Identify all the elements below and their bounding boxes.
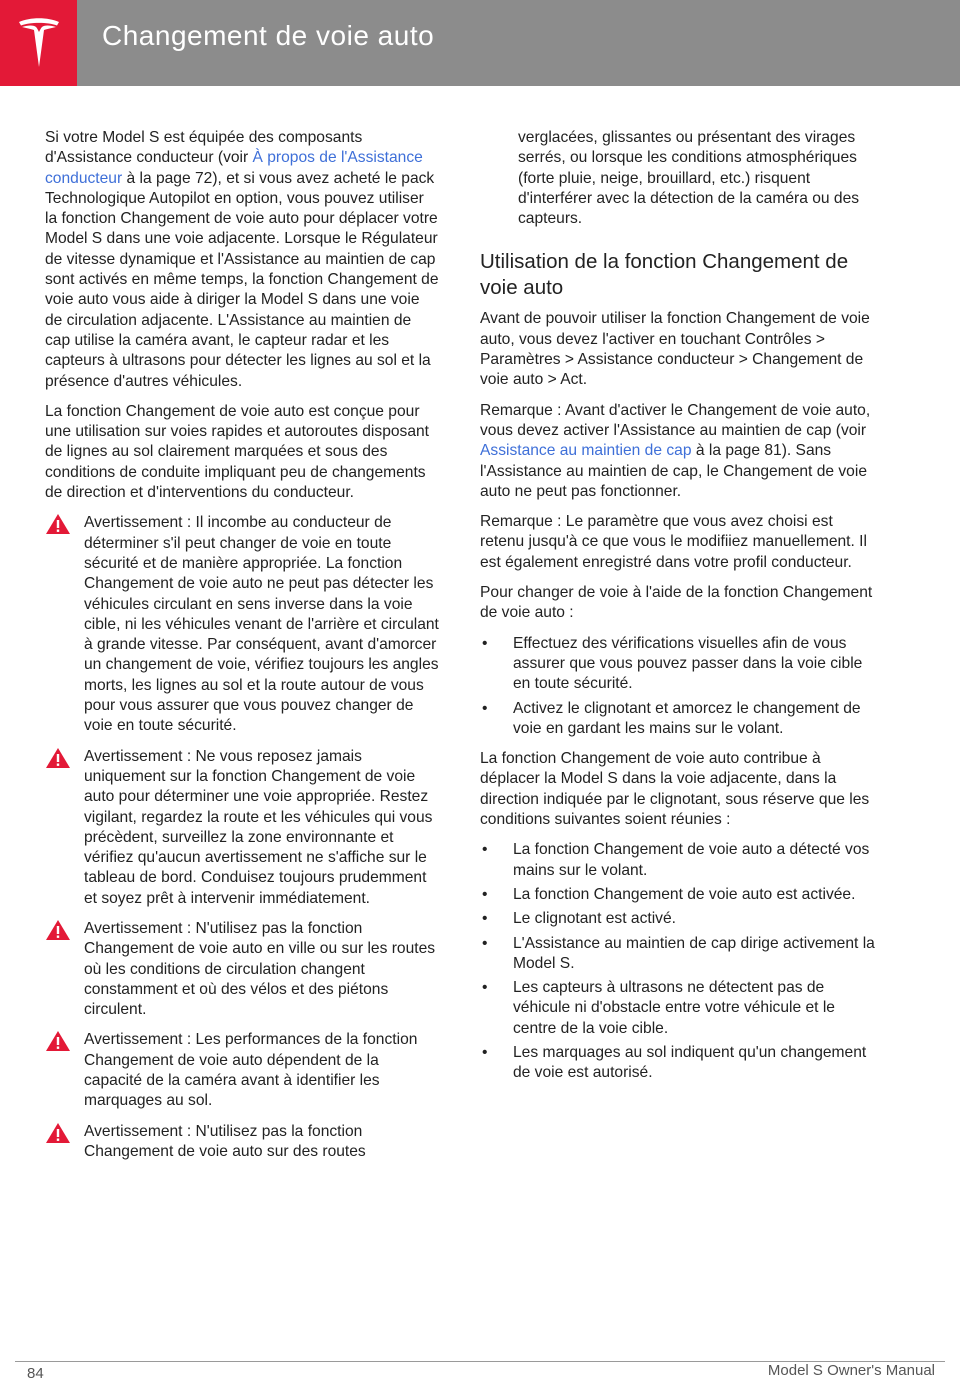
warning-icon (45, 919, 71, 941)
list-item (480, 634, 875, 695)
conditions-list (480, 840, 875, 1083)
link-about-driver-assistance[interactable]: À propos de l'Assistance conducteur (45, 149, 423, 187)
list-item-text: L'Assistance au maintien de cap dirige activement la Model S. (513, 934, 875, 972)
warning-block-3 (45, 919, 440, 1020)
page-title: Changement de voie auto (102, 20, 435, 51)
tesla-logo (0, 0, 77, 86)
warning-icon (45, 1030, 71, 1052)
list-item (480, 978, 875, 1039)
list-item-text: La fonction Changement de voie auto a détecté vos mains sur le volant. (513, 841, 870, 879)
note1-text-end: à la page 81). Sans l'Assistance au maintien de cap, le Changement de voie auto ne peut pas fonctionner. (480, 442, 867, 500)
warning-block-2 (45, 747, 440, 909)
warning-text: Avertissement : Ne vous reposez jamais uniquement sur la fonction Changement de voie auto pour déterminer une voie appropriée. Restez vigilant, regardez la route et les véhicules qui vous précèdent, surveillez la zone environnante et vérifiez qu'aucun avertissement ne s'affiche sur le tableau de bord. Conduisez toujours prudemment et soyez prêt à intervenir immédiatement. (84, 747, 433, 907)
warning-text: Avertissement : Il incombe au conducteur de déterminer s'il peut changer de voie en toute sécurité et de manière appropriée. La fonction Changement de voie auto ne peut pas détecter les véhicules circulant en sens inverse dans la voie cible, ni les véhicules venant de l'arrière et circulant à grande vitesse. Par conséquent, avant d'amorcer un changement de voie, vérifiez toujours les angles morts, les lignes au sol et la route autour de vous pour vous assurer que vous pouvez changer de voie en toute sécurité. (84, 514, 439, 735)
note-paragraph-2: Remarque : Le paramètre que vous avez choisi est retenu jusqu'à ce que vous le modifiiez manuellement. Il est également enregistré dans votre profil conducteur. (480, 513, 867, 571)
warning-block-1 (45, 513, 440, 736)
bullet-icon: • (482, 699, 488, 717)
list-item (480, 885, 875, 905)
list-item-text: Les marquages au sol indiquent qu'un changement de voie est autorisé. (513, 1043, 867, 1082)
warning-icon (45, 1122, 71, 1144)
section-heading: Utilisation de la fonction Changement de voie auto (480, 250, 849, 300)
warning-text: Avertissement : Les performances de la fonction Changement de voie auto dépendent de la capacité de la caméra avant à identifier les marquages au sol. (84, 1031, 418, 1110)
left-column (45, 128, 440, 1172)
list-item (480, 840, 875, 881)
list-item (480, 1043, 875, 1084)
list-item (480, 909, 875, 929)
bullet-icon: • (482, 979, 488, 997)
tesla-logo-icon (16, 17, 62, 69)
steps-list (480, 634, 875, 739)
list-item-text: Effectuez des vérifications visuelles afin de vous assurer que vous pouvez passer dans la voie cible en toute sécurité. (513, 634, 863, 693)
steps-intro: Pour changer de voie à l'aide de la fonction Changement de voie auto : (480, 584, 873, 622)
list-item-text: Le clignotant est activé. (513, 910, 676, 928)
warning-icon (45, 513, 71, 535)
note-paragraph-1 (480, 401, 875, 502)
warning-block-4 (45, 1030, 440, 1111)
conditions-intro: La fonction Changement de voie auto contribue à déplacer la Model S dans la voie adjacente, dans la direction indiquée par le clignotant, sous réserve que les conditions suivantes soient réunies : (480, 750, 870, 829)
right-column (480, 128, 875, 1094)
list-item-text: Les capteurs à ultrasons ne détectent pas de véhicule ni d'obstacle entre votre véhicule et le centre de la voie cible. (513, 979, 835, 1037)
intro-paragraph (45, 128, 440, 392)
page-number: 84 (27, 1365, 44, 1382)
intro-text-start: Si votre Model S est équipée des composants d'Assistance conducteur (voir (45, 129, 363, 167)
list-item-text: Activez le clignotant et amorcez le changement de voie en gardant les mains sur le volant. (513, 699, 861, 737)
warning-icon (45, 747, 71, 769)
bullet-icon: • (482, 885, 488, 903)
warning-continuation: verglacées, glissantes ou présentant des virages serrés, ou lorsque les conditions atmosphériques (forte pluie, neige, brouillard, etc.) risquent d'interférer avec la détection de la caméra ou des capteurs. (518, 129, 860, 228)
bullet-icon: • (482, 1043, 488, 1061)
list-item (480, 699, 875, 740)
bullet-icon: • (482, 634, 488, 652)
warning-text: Avertissement : N'utilisez pas la fonction Changement de voie auto sur des routes (84, 1122, 366, 1160)
bullet-icon: • (482, 841, 488, 859)
manual-name: Model S Owner's Manual (767, 1362, 935, 1379)
bullet-icon: • (482, 910, 488, 928)
bullet-icon: • (482, 934, 488, 952)
intro-text-end: à la page 72), et si vous avez acheté le pack Technologique Autopilot en option, vous pouvez utiliser la fonction Changement de voie auto pour déplacer votre Model S dans une voie adjacente. Lorsque le Régulateur de vitesse dynamique et l'Assistance au maintien de cap sont activés en même temps, la fonction Changement de voie auto vous aide à diriger la Model S dans une voie de circulation adjacente. L'Assistance au maintien de cap utilise la caméra avant, le capteur radar et les capteurs à ultrasons pour détecter les lignes au sol et la présence d'autres véhicules. (45, 169, 439, 390)
page-header (0, 0, 960, 86)
link-autosteer[interactable]: Assistance au maintien de cap (480, 442, 692, 460)
note1-text-start: Remarque : Avant d'activer le Changement de voie auto, vous devez activer l'Assistance au maintien de cap (voir (480, 401, 871, 439)
warning-block-5 (45, 1122, 440, 1163)
usage-paragraph: La fonction Changement de voie auto est conçue pour une utilisation sur voies rapides et autoroutes disposant de lignes au sol clairement marquées et sous des conditions de conduite impliquant peu de changements de direction et d'interventions du conducteur. (45, 402, 430, 502)
list-item-text: La fonction Changement de voie auto est activée. (513, 885, 856, 903)
list-item (480, 934, 875, 975)
activation-paragraph: Avant de pouvoir utiliser la fonction Changement de voie auto, vous devez l'activer en touchant Contrôles > Paramètres > Assistance conducteur > Changement de voie auto > Act. (480, 310, 870, 389)
warning-text: Avertissement : N'utilisez pas la fonction Changement de voie auto en ville ou sur les routes où les conditions de circulation changent constamment et où des vélos et des piétons circulent. (84, 919, 436, 1019)
